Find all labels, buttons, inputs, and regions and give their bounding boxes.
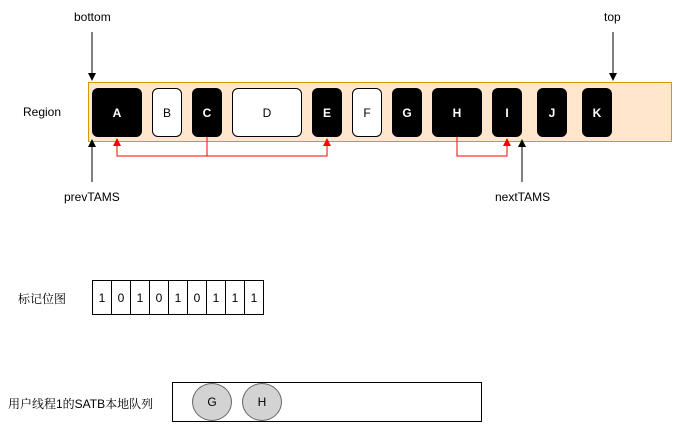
prev-tams-label: prevTAMS [64, 190, 120, 204]
bitmap-cell: 0 [187, 280, 207, 315]
object-e: E [312, 88, 342, 137]
object-j: J [537, 88, 567, 137]
reference-h-to-i [457, 137, 507, 156]
bitmap-cell: 1 [225, 280, 245, 315]
object-c: C [192, 88, 222, 137]
bitmap-cell: 1 [168, 280, 188, 315]
mark-bitmap [92, 280, 264, 315]
bitmap-cell: 1 [130, 280, 150, 315]
bitmap-cell: 1 [244, 280, 264, 315]
satb-queue-label: 用户线程1的SATB本地队列 [8, 397, 154, 411]
object-d: D [232, 88, 302, 137]
object-f: F [352, 88, 382, 137]
bottom-label: bottom [74, 10, 111, 24]
next-tams-label: nextTAMS [495, 190, 551, 204]
reference-c-to-a [117, 137, 207, 156]
object-k: K [582, 88, 612, 137]
object-a: A [92, 88, 142, 137]
bitmap-cell: 0 [111, 280, 131, 315]
reference-c-to-e [207, 139, 327, 156]
bitmap-cell: 0 [149, 280, 169, 315]
region-label: Region [23, 105, 62, 119]
object-h: H [432, 88, 482, 137]
object-g: G [392, 88, 422, 137]
bitmap-cell: 1 [206, 280, 226, 315]
bitmap-cell: 1 [92, 280, 112, 315]
object-i: I [492, 88, 522, 137]
object-b: B [152, 88, 182, 137]
satb-queue-item-g: G [192, 383, 232, 421]
satb-queue-item-h: H [242, 383, 282, 421]
bitmap-label: 标记位图 [18, 292, 67, 306]
top-label: top [604, 10, 621, 24]
